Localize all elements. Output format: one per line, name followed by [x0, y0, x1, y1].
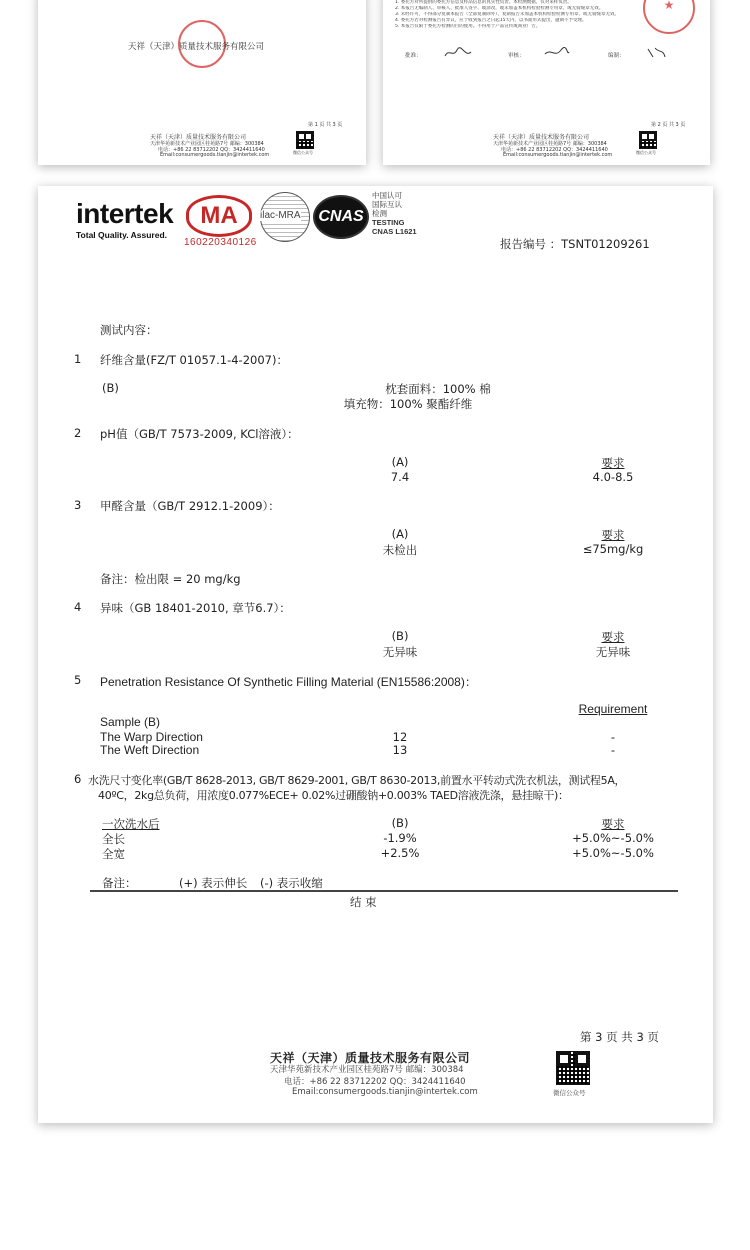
page2-page-label: 第 2 页 共 3 页 [651, 122, 686, 128]
page2-footer-tel: 电话：+86 22 83712202 QQ：3424411640 [501, 147, 608, 153]
section-2-title: pH值（GB/T 7573-2009, KCl溶液）： [100, 427, 299, 441]
end-divider [90, 890, 678, 892]
section-4-number: 4 [74, 600, 82, 614]
page3-footer-email: Email:consumergoods.tianjin@intertek.com [292, 1087, 478, 1097]
cnas-logo [313, 195, 369, 239]
section-3-req-val: ≤75mg/kg [582, 542, 644, 556]
section-5-row-req: - [610, 730, 616, 744]
report-page-3 [38, 186, 713, 1123]
section-6-req-label: 要求 [601, 817, 625, 831]
section-5-sample: Sample (B) [100, 715, 161, 729]
section-2-col-a: (A) [391, 455, 409, 469]
section-4-title: 异味（GB 18401-2010, 章节6.7）： [100, 601, 291, 615]
section-6-row-value: +2.5% [380, 846, 420, 860]
section-5-row-label: The Warp Direction [100, 730, 203, 744]
section-6-title-line2: 40ºC，2kg总负荷，用浓度0.077%ECE+ 0.02%过硼酸钠+0.003% TAED溶液洗涤，悬挂晾干)： [98, 789, 569, 802]
intertek-tagline: Total Quality. Assured. [76, 230, 167, 240]
page2-footer-company: 天祥（天津）质量技术服务有限公司 [493, 134, 590, 141]
section-1-line2: 填充物：100% 聚酯纤维 [343, 397, 473, 411]
page3-footer-tel: 电话：+86 22 83712202 QQ：3424411640 [284, 1077, 466, 1087]
page2-footer-addr: 天津华苑新技术产业园区桂苑路7号 邮编：300384 [493, 141, 607, 147]
report-number-label: 报告编号 ： [500, 237, 562, 251]
official-seal-stamp: ★ [643, 0, 695, 34]
qr-caption: 微信公众号 [293, 150, 313, 155]
section-3-title: 甲醛含量（GB/T 2912.1-2009）： [100, 499, 280, 513]
section-1-title: 纤维含量(FZ/T 01057.1-4-2007)： [100, 353, 288, 367]
page2-notes [395, 0, 650, 30]
page1-footer-addr: 天津华苑新技术产业园区桂苑路7号 邮编：300384 [150, 141, 264, 147]
cnas-side-line: TESTING [372, 218, 405, 227]
section-5-row-req: - [610, 743, 616, 757]
cnas-text: CNAS [318, 208, 364, 225]
section-6-row-req: +5.0%~-5.0% [572, 831, 654, 845]
section-6-note-minus: (-) 表示收缩 [260, 876, 323, 890]
page2-note: 2. 本报告无编制人、审核人、批准人签字、或涂改，或未加盖本机构检验检测专用章，或无骑缝章无效。 [395, 6, 604, 11]
approve-label: 批准： [405, 53, 422, 59]
cnas-side-line: 检测 [372, 209, 387, 218]
report-number [500, 236, 650, 252]
review-label: 审核： [508, 53, 525, 59]
section-1-sample: (B) [102, 381, 119, 395]
section-6-number: 6 [74, 772, 82, 786]
section-2-number: 2 [74, 426, 82, 440]
section-2-req-label: 要求 [601, 456, 625, 470]
section-6-col-b: (B) [391, 816, 409, 830]
section-6-row-value: -1.9% [383, 831, 417, 845]
page3-footer-company: 天祥（天津）质量技术服务有限公司 [270, 1051, 471, 1065]
section-3-number: 3 [74, 498, 82, 512]
section-2-req-val: 4.0-8.5 [592, 470, 634, 484]
wechat-qr-code [556, 1051, 590, 1085]
section-5-number: 5 [74, 673, 82, 687]
preparer-signature [645, 45, 669, 61]
page3-footer-addr: 天津华苑新技术产业园区桂苑路7号 邮编：300384 [270, 1065, 464, 1075]
report-page-2 [383, 0, 710, 165]
section-5-row-label: The Weft Direction [100, 743, 200, 757]
test-contents-heading: 测试内容： [100, 323, 158, 337]
end-marker: 结 束 [350, 895, 377, 909]
page2-note: 4. 委托方若对检测报告有异议，应于收到报告之日起15天内，以书面形式提出，逾期不予受理。 [395, 18, 587, 23]
approver-signature [443, 46, 473, 60]
section-5-title: Penetration Resistance Of Synthetic Filling Material (EN15586:2008)： [100, 675, 477, 689]
qr-caption: 微信公众号 [636, 150, 656, 155]
report-number-value: TSNT01209261 [561, 237, 650, 251]
page1-company: 天祥（天津）质量技术服务有限公司 [128, 42, 265, 52]
page3-page-label: 第 3 页 共 3 页 [580, 1030, 659, 1044]
prepare-label: 编制： [608, 53, 625, 59]
section-4-req-val: 无异味 [595, 645, 631, 659]
section-4-req-label: 要求 [601, 630, 625, 644]
page2-note: 5. 本报告仅限于委托方检测的目的使用。不得用于产品宣传或商业广告。 [395, 24, 541, 29]
page1-footer-email: Email:consumergoods.tianjin@intertek.com [160, 152, 270, 158]
section-4-col-b: (B) [391, 629, 409, 643]
section-6-note-label: 备注： [102, 876, 137, 890]
cnas-side-line: 中国认可 [372, 191, 402, 200]
wechat-qr-code [296, 131, 314, 149]
page1-footer-company: 天祥（天津）质量技术服务有限公司 [150, 134, 247, 141]
wechat-qr-code [639, 131, 657, 149]
section-6-row-label: 全宽 [102, 847, 125, 861]
section-1-line1: 枕套面料：100% 棉 [385, 382, 491, 396]
section-3-note: 备注：检出限 = 20 mg/kg [100, 572, 241, 586]
page1-page-label: 第 1 页 共 3 页 [308, 122, 343, 128]
section-6-row-req: +5.0%~-5.0% [572, 846, 654, 860]
cma-number: 160220340126 [184, 237, 257, 248]
section-1-number: 1 [74, 352, 82, 366]
section-6-row-label: 全长 [102, 832, 125, 846]
cnas-side-line: 国际互认 [372, 200, 402, 209]
page2-footer-email: Email:consumergoods.tianjin@intertek.com [503, 152, 613, 158]
cma-letters: MA [200, 202, 238, 229]
ilac-mra-text: ilac-MRA [260, 210, 301, 221]
cnas-side-line: CNAS L1621 [372, 227, 417, 236]
section-4-val-b: 无异味 [382, 645, 418, 659]
section-6-title-line1: 水洗尺寸变化率(GB/T 8628-2013, GB/T 8629-2001, GB/T 8630-2013,前置水平转动式洗衣机法，测试程5A， [88, 774, 626, 787]
section-5-row-value: 12 [392, 730, 408, 744]
page2-note: 1. 委托方对所提供的委托方信息及样品信息的真实性负责。本检测数据，仅对来样负责。 [395, 0, 572, 5]
section-3-val-a: 未检出 [382, 543, 418, 557]
intertek-logo [76, 198, 173, 230]
section-6-note-plus: (+) 表示伸长 [179, 876, 248, 890]
intertek-logo-text: intertek [76, 198, 174, 229]
section-6-after-label: 一次洗水后 [102, 817, 160, 831]
section-3-col-a: (A) [391, 527, 409, 541]
section-2-val-a: 7.4 [390, 470, 410, 484]
page2-note: 3. 未经许可，不得部分复制本报告（全部复制除外），复制报告未加盖本机构检验检测专用章，或无骑缝章无效。 [395, 12, 619, 17]
section-3-req-label: 要求 [601, 528, 625, 542]
reviewer-signature [543, 46, 571, 60]
section-5-req-label: Requirement [578, 702, 648, 716]
page1-footer-tel: 电话：+86 22 83712202 QQ：3424411640 [158, 147, 265, 153]
cma-mark-logo [186, 195, 252, 237]
section-5-row-value: 13 [392, 743, 408, 757]
cnas-side-text [372, 191, 417, 236]
report-page-1 [38, 0, 366, 165]
page3-qr-caption: 微信公众号 [553, 1089, 586, 1097]
